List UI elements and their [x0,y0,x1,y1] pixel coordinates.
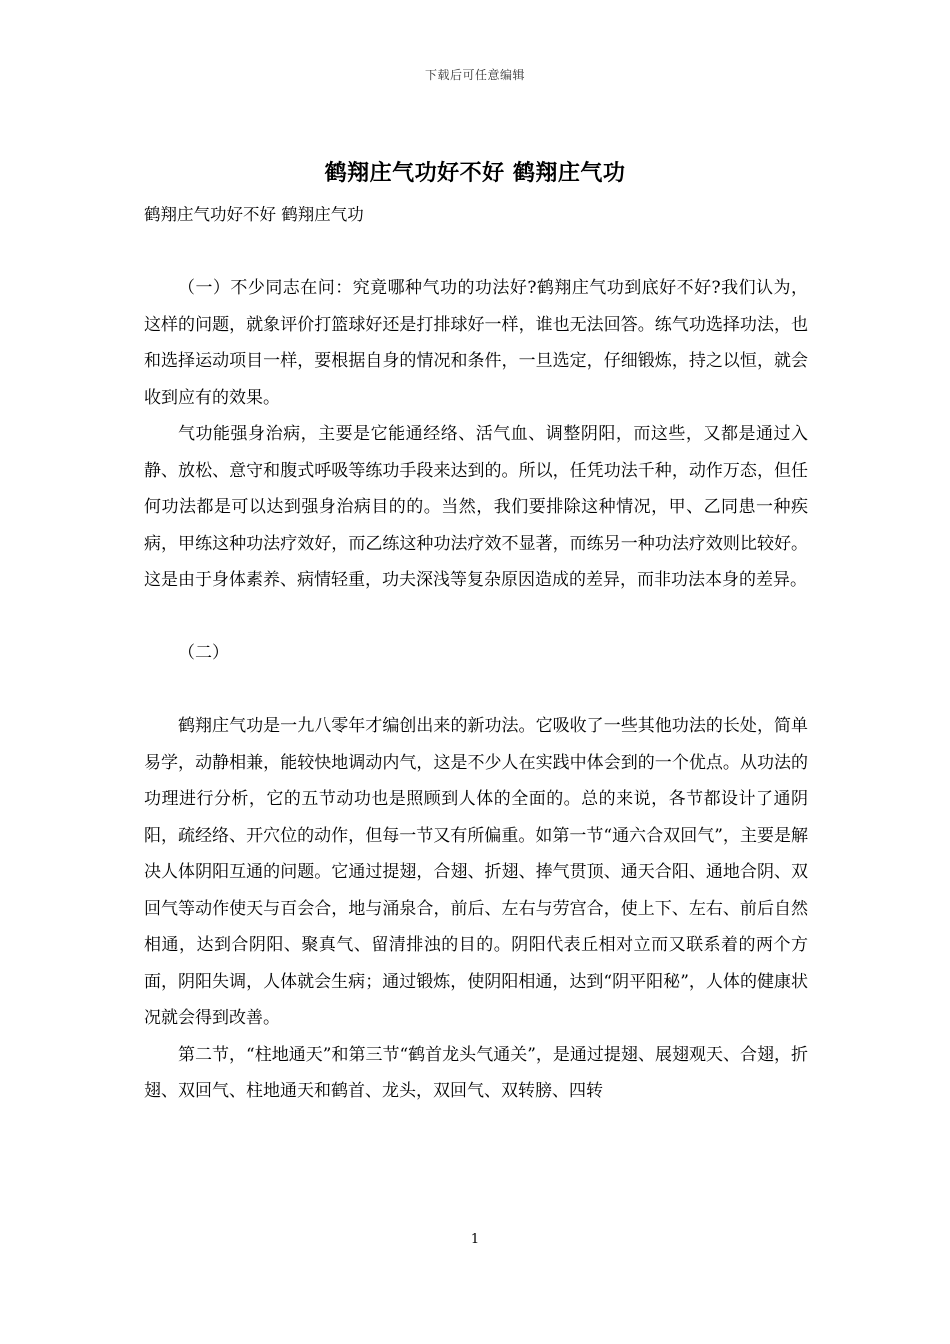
paragraph-4: 第二节，“柱地通天”和第三节“鹤首龙头气通关”，是通过提翅、展翅观天、合翅，折翅、双回气、柱地通天和鹤首、龙头，双回气、双转膀、四转 [144,1044,808,1101]
document-body [144,270,808,1110]
section-heading-2: （二） [178,643,229,663]
paragraph-3: 鹤翔庄气功是一九八零年才编创出来的新功法。它吸收了一些其他功法的长处，简单易学，动静相兼，能较快地调动内气，这是不少人在实践中体会到的一个优点。从功法的功理进行分析，它的五节动功也是照顾到人体的全面的。总的来说，各节都设计了通阴阳，疏经络、开穴位的动作，但每一节又有所偏重。如第一节“通六合双回气”，主要是解决人体阴阳互通的问题。它通过提翅，合翅、折翅、捧气贯顶、通天合阳、通地合阴、双回气等动作使天与百会合，地与涌泉合，前后、左右与劳宫合，使上下、左右、前后自然相通，达到合阴阳、聚真气、留清排浊的目的。阴阳代表丘相对立而又联系着的两个方面，阴阳失调，人体就会生病；通过锻炼，使阴阳相通，达到“阴平阳秘”，人体的健康状况就会得到改善。 [144,716,808,1028]
paragraph-2: 气功能强身治病，主要是它能通经络、活气血、调整阴阳，而这些，又都是通过入静、放松、意守和腹式呼吸等练功手段来达到的。所以，任凭功法千种，动作万态，但任何功法都是可以达到强身治病目的的。当然，我们要排除这种情况，甲、乙同患一种疾病，甲练这种功法疗效好，而乙练这种功法疗效不显著，而练另一种功法疗效则比较好。这是由于身体素养、病情轻重，功夫深浅等复杂原因造成的差异，而非功法本身的差异。 [144,424,808,590]
document-title: 鹤翔庄气功好不好 鹤翔庄气功 [324,160,626,186]
page-header-note: 下载后可任意编辑 [424,68,525,82]
page-number: 1 [470,1232,480,1247]
document-subtitle: 鹤翔庄气功好不好 鹤翔庄气功 [144,205,364,224]
paragraph-1: （一）不少同志在问：究竟哪种气功的功法好?鹤翔庄气功到底好不好?我们认为，这样的问题，就象评价打篮球好还是打排球好一样，谁也无法回答。练气功选择功法，也和选择运动项目一样，要根据自身的情况和条件，一旦选定，仔细锻炼，持之以恒，就会收到应有的效果。 [144,278,808,408]
